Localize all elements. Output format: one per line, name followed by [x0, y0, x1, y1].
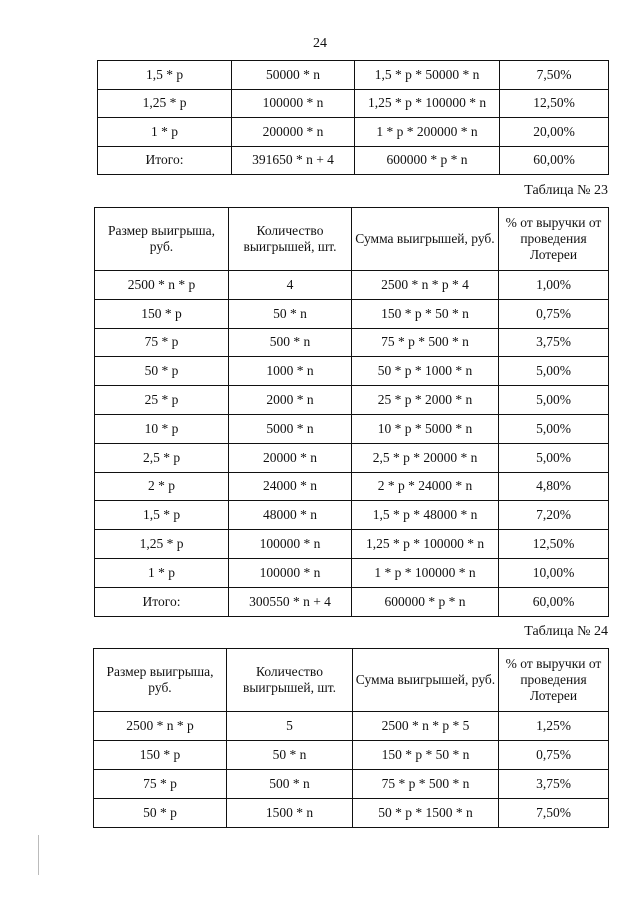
table-row: [95, 414, 609, 443]
table-cell: 50 * р * 1000 * n: [352, 357, 499, 386]
table-cell: 50 * n: [229, 299, 352, 328]
table-24-caption: Таблица № 24: [524, 624, 608, 639]
table-cell: 300550 * n + 4: [229, 587, 352, 616]
table-cell: 150 * р * 50 * n: [353, 741, 499, 770]
table-cell: 7,50%: [500, 61, 609, 90]
table-cell: 1,25 * р: [98, 89, 232, 118]
scan-margin-mark: [38, 835, 39, 875]
table-cell: 2 * р * 24000 * n: [352, 472, 499, 501]
table-cell: 1,25 * р * 100000 * n: [352, 530, 499, 559]
table-cell: 2500 * n * р * 4: [352, 271, 499, 300]
table-cell: 50 * р * 1500 * n: [353, 799, 499, 828]
table-row: [95, 501, 609, 530]
column-header: Сумма выигрышей, руб.: [352, 208, 499, 271]
table-cell: 4,80%: [499, 472, 609, 501]
table-22-continued: [97, 60, 609, 175]
table-cell: 5,00%: [499, 357, 609, 386]
table-cell: 5,00%: [499, 414, 609, 443]
table-cell: 0,75%: [499, 741, 609, 770]
table-cell: 3,75%: [499, 328, 609, 357]
table-row: [95, 271, 609, 300]
column-header: Количество выигрышей, шт.: [229, 208, 352, 271]
table-cell: 3,75%: [499, 770, 609, 799]
column-header: Количество выигрышей, шт.: [227, 649, 353, 712]
table-row: [95, 472, 609, 501]
table-cell: 50 * р: [94, 799, 227, 828]
table-cell: 0,75%: [499, 299, 609, 328]
table-cell: 2500 * n * р: [95, 271, 229, 300]
table-header-row: [94, 649, 609, 712]
table-row: [95, 587, 609, 616]
column-header: Размер выигрыша, руб.: [94, 649, 227, 712]
column-header: % от выручки от проведения Лотереи: [499, 649, 609, 712]
table-cell: 1,5 * р: [95, 501, 229, 530]
table-24: [93, 648, 609, 828]
table-cell: 100000 * n: [229, 558, 352, 587]
table-cell: 1 * р: [95, 558, 229, 587]
table-cell: 75 * р: [94, 770, 227, 799]
table-cell: 2 * р: [95, 472, 229, 501]
table-cell: 50 * n: [227, 741, 353, 770]
table-23: [94, 207, 609, 617]
table-cell: 12,50%: [499, 530, 609, 559]
table-cell: 1,5 * р * 48000 * n: [352, 501, 499, 530]
table-cell: 50 * р: [95, 357, 229, 386]
table-cell: 20,00%: [500, 118, 609, 147]
table-cell: 12,50%: [500, 89, 609, 118]
table-cell: 100000 * n: [232, 89, 355, 118]
table-cell: 200000 * n: [232, 118, 355, 147]
table-cell: 1500 * n: [227, 799, 353, 828]
table-cell: 1,5 * р: [98, 61, 232, 90]
table-row: [94, 770, 609, 799]
table-cell: 150 * р: [95, 299, 229, 328]
table-cell: 24000 * n: [229, 472, 352, 501]
table-cell: 25 * р * 2000 * n: [352, 386, 499, 415]
table-cell: 2,5 * р * 20000 * n: [352, 443, 499, 472]
table-cell: 75 * р * 500 * n: [353, 770, 499, 799]
table-cell: 10 * р * 5000 * n: [352, 414, 499, 443]
table-cell: 2,5 * р: [95, 443, 229, 472]
table-cell: 7,20%: [499, 501, 609, 530]
table-cell: 1,00%: [499, 271, 609, 300]
table-cell: 10,00%: [499, 558, 609, 587]
table-cell: 1 * р * 100000 * n: [352, 558, 499, 587]
table-cell: 2500 * n * р: [94, 712, 227, 741]
table-cell: 2000 * n: [229, 386, 352, 415]
table-row: [98, 146, 609, 175]
column-header: Сумма выигрышей, руб.: [353, 649, 499, 712]
table-cell: 500 * n: [227, 770, 353, 799]
table-23-caption: Таблица № 23: [524, 183, 608, 198]
table-row: [95, 386, 609, 415]
table-row: [94, 741, 609, 770]
table-cell: 391650 * n + 4: [232, 146, 355, 175]
table-cell: 500 * n: [229, 328, 352, 357]
page-number: 24: [313, 36, 327, 51]
table-cell: 5,00%: [499, 443, 609, 472]
table-row: [95, 530, 609, 559]
table-cell: 1 * р * 200000 * n: [355, 118, 500, 147]
table-cell: 150 * р: [94, 741, 227, 770]
table-header-row: [95, 208, 609, 271]
table-cell: 1 * р: [98, 118, 232, 147]
table-cell: 25 * р: [95, 386, 229, 415]
table-cell: Итого:: [98, 146, 232, 175]
table-cell: 48000 * n: [229, 501, 352, 530]
table-24-body: [94, 649, 609, 828]
table-cell: 600000 * р * n: [355, 146, 500, 175]
table-row: [98, 118, 609, 147]
table-cell: 1,25%: [499, 712, 609, 741]
table-row: [95, 328, 609, 357]
table-cell: 10 * р: [95, 414, 229, 443]
table-cell: 100000 * n: [229, 530, 352, 559]
table-row: [94, 712, 609, 741]
table-cell: 1,25 * р * 100000 * n: [355, 89, 500, 118]
table-cell: 60,00%: [500, 146, 609, 175]
table-cell: 2500 * n * р * 5: [353, 712, 499, 741]
table-cell: 75 * р: [95, 328, 229, 357]
table-23-body: [95, 208, 609, 617]
table-22-body: [98, 61, 609, 175]
table-row: [95, 443, 609, 472]
table-cell: 5: [227, 712, 353, 741]
table-cell: 1,5 * р * 50000 * n: [355, 61, 500, 90]
table-cell: 7,50%: [499, 799, 609, 828]
table-cell: Итого:: [95, 587, 229, 616]
table-cell: 5,00%: [499, 386, 609, 415]
table-row: [98, 89, 609, 118]
table-row: [94, 799, 609, 828]
table-cell: 1,25 * р: [95, 530, 229, 559]
table-cell: 600000 * р * n: [352, 587, 499, 616]
column-header: % от выручки от проведения Лотереи: [499, 208, 609, 271]
table-cell: 4: [229, 271, 352, 300]
table-row: [98, 61, 609, 90]
table-row: [95, 558, 609, 587]
table-cell: 1000 * n: [229, 357, 352, 386]
table-cell: 5000 * n: [229, 414, 352, 443]
table-cell: 60,00%: [499, 587, 609, 616]
column-header: Размер выигрыша, руб.: [95, 208, 229, 271]
table-cell: 150 * р * 50 * n: [352, 299, 499, 328]
table-cell: 75 * р * 500 * n: [352, 328, 499, 357]
table-cell: 20000 * n: [229, 443, 352, 472]
table-cell: 50000 * n: [232, 61, 355, 90]
table-row: [95, 357, 609, 386]
table-row: [95, 299, 609, 328]
